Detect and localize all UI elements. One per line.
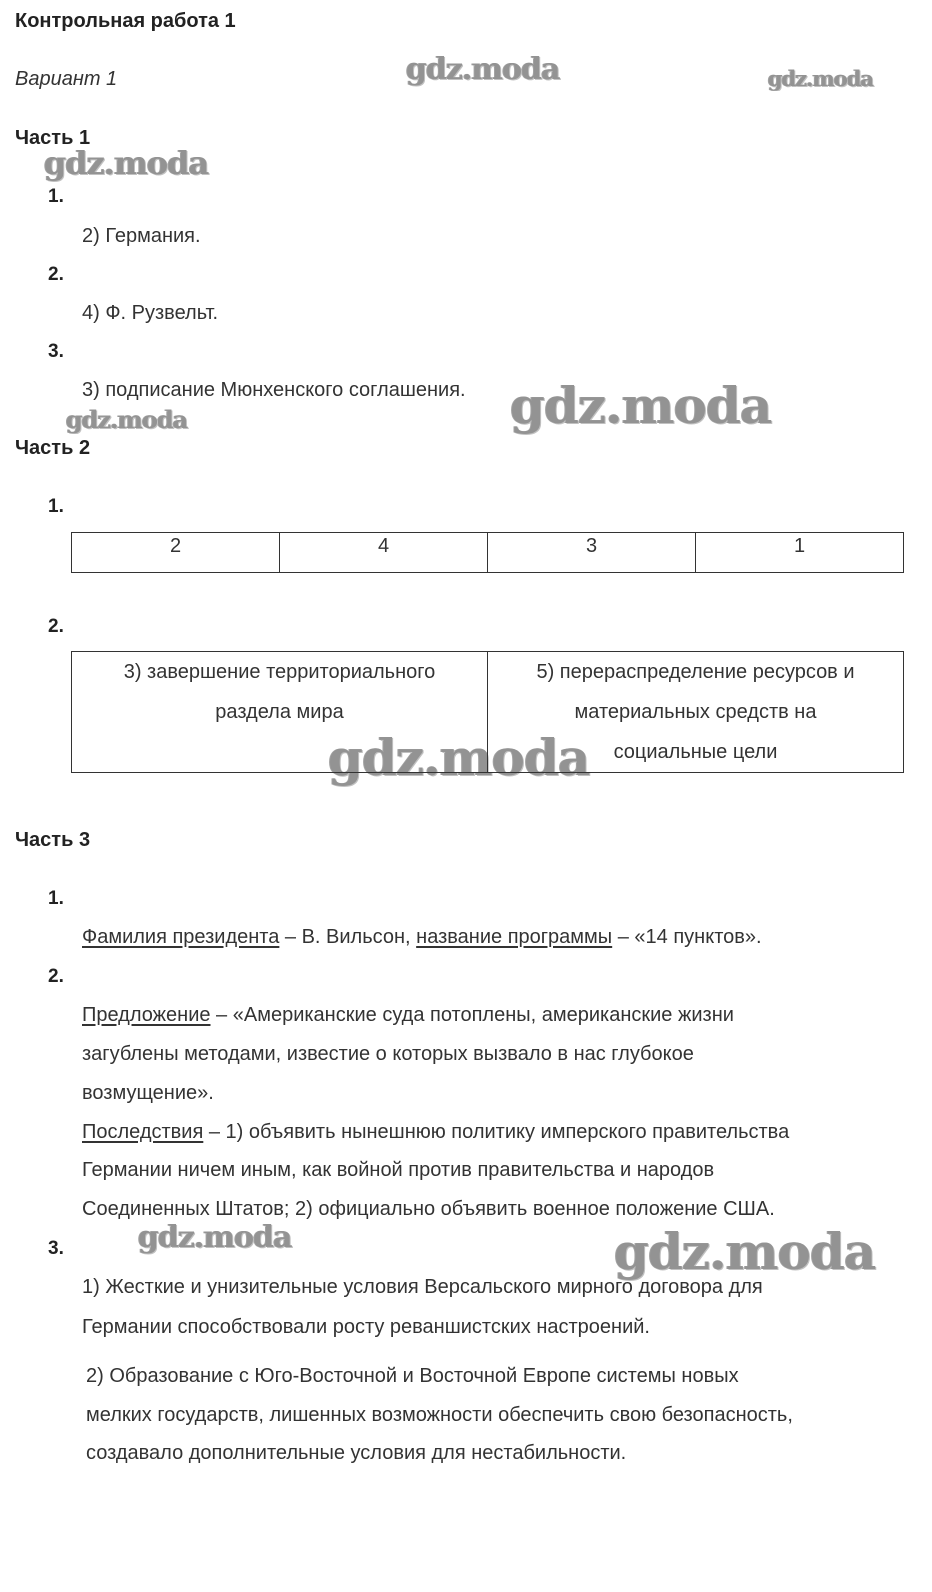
question-number: 2. bbox=[48, 966, 64, 987]
answer-text: – «14 пунктов». bbox=[612, 926, 762, 948]
answer-text: мелких государств, лишенных возможности обеспечить свою безопасность, bbox=[86, 1404, 793, 1426]
question-number: 3. bbox=[48, 341, 64, 362]
answer-text: Германии ничем иным, как войной против правительства и народов bbox=[82, 1159, 715, 1181]
answer-text: – В. Вильсон, bbox=[279, 926, 417, 948]
underlined-label: Фамилия президента bbox=[82, 926, 280, 948]
table-cell: 1 bbox=[696, 533, 904, 573]
cell-line: 5) перераспределение ресурсов и bbox=[536, 661, 855, 683]
part2-heading: Часть 2 bbox=[15, 437, 91, 459]
question-number: 1. bbox=[48, 496, 64, 517]
answer-text: 2) Образование с Юго-Восточной и Восточной Европе системы новых bbox=[86, 1365, 739, 1387]
table-cell bbox=[72, 652, 488, 773]
table-cell: 4 bbox=[280, 533, 488, 573]
question-number: 3. bbox=[48, 1238, 64, 1259]
answer-line bbox=[82, 1004, 734, 1027]
answer-text: 2) Германия. bbox=[82, 225, 201, 247]
answer-text: Германии способствовали росту реваншистских настроений. bbox=[82, 1316, 650, 1338]
watermark: gdz.moda bbox=[328, 728, 590, 787]
answer-text: – «Американские суда потоплены, американские жизни bbox=[210, 1004, 734, 1026]
table-cell: 2 bbox=[72, 533, 280, 573]
answer-text: создавало дополнительные условия для нестабильности. bbox=[86, 1442, 627, 1464]
answer-table bbox=[71, 651, 904, 773]
underlined-label: название программы bbox=[416, 926, 613, 948]
answer-text: 3) подписание Мюнхенского соглашения. bbox=[82, 379, 466, 401]
watermark: gdz.moda bbox=[614, 1222, 876, 1281]
answer-text: – 1) объявить нынешнюю политику имперского правительства bbox=[203, 1121, 790, 1143]
question-number: 1. bbox=[48, 888, 64, 909]
cell-line: 3) завершение территориального bbox=[123, 661, 436, 683]
answer-text: возмущение». bbox=[82, 1082, 214, 1104]
watermark: gdz.moda bbox=[510, 376, 772, 435]
answer-line bbox=[82, 1121, 789, 1144]
cell-line: раздела мира bbox=[215, 701, 344, 723]
table-cell: 3 bbox=[488, 533, 696, 573]
page-title: Контрольная работа 1 bbox=[15, 10, 236, 32]
answer-text: Соединенных Штатов; 2) официально объявить военное положение США. bbox=[82, 1198, 775, 1220]
part3-heading: Часть 3 bbox=[15, 829, 91, 851]
watermark: gdz.moda bbox=[768, 66, 874, 91]
underlined-label: Последствия bbox=[82, 1121, 204, 1143]
answer-text: загублены методами, известие о которых вызвало в нас глубокое bbox=[82, 1043, 694, 1065]
answer-table bbox=[71, 532, 904, 573]
answer-text: 1) Жесткие и унизительные условия Версальского мирного договора для bbox=[82, 1276, 763, 1298]
underlined-label: Предложение bbox=[82, 1004, 211, 1026]
answer-text: 4) Ф. Рузвельт. bbox=[82, 302, 219, 324]
watermark: gdz.moda bbox=[44, 144, 209, 182]
table-cell bbox=[488, 652, 904, 773]
watermark: gdz.moda bbox=[138, 1220, 292, 1255]
cell-line: материальных средств на bbox=[574, 701, 817, 723]
watermark: gdz.moda bbox=[66, 405, 188, 434]
cell-line: социальные цели bbox=[613, 741, 778, 763]
variant-label: Вариант 1 bbox=[15, 68, 118, 90]
answer-line bbox=[82, 926, 762, 949]
question-number: 1. bbox=[48, 186, 64, 207]
part1-heading: Часть 1 bbox=[15, 127, 91, 149]
watermark: gdz.moda bbox=[406, 52, 560, 87]
question-number: 2. bbox=[48, 264, 64, 285]
question-number: 2. bbox=[48, 616, 64, 637]
